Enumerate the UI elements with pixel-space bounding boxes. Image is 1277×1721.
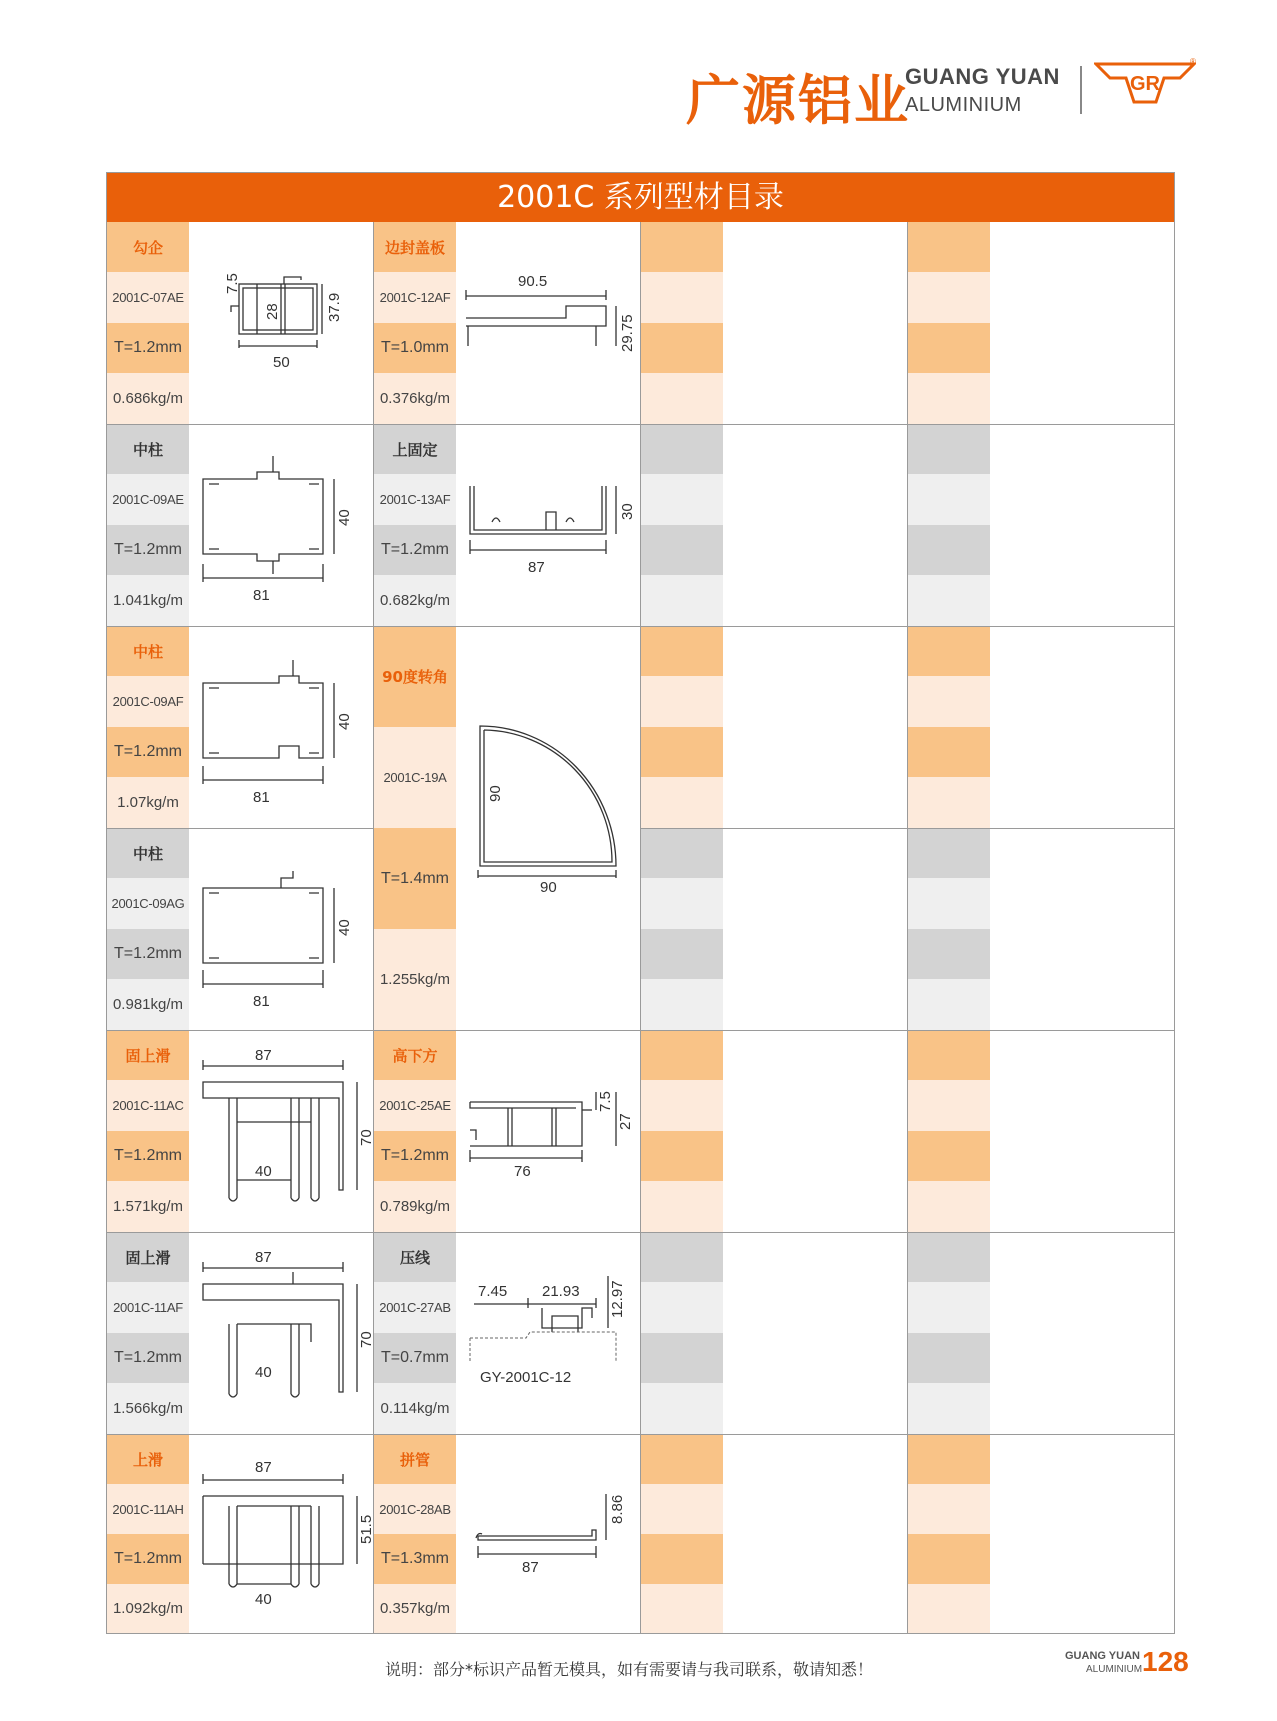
svg-text:90.5: 90.5 — [518, 273, 548, 290]
col1-row1-code: 2001C-07AE — [107, 272, 189, 323]
svg-text:70: 70 — [358, 1331, 375, 1348]
column-divider — [640, 222, 641, 1633]
svg-text:87: 87 — [255, 1249, 272, 1266]
profile-drawing-13af — [456, 424, 640, 626]
col1-row7-thickness: T=1.2mm — [107, 1534, 189, 1584]
col1-row7-code: 2001C-11AH — [107, 1484, 189, 1534]
col2-row5-code: 2001C-27AB — [374, 1282, 456, 1333]
svg-text:40: 40 — [255, 1591, 272, 1608]
col1-row5-thickness: T=1.2mm — [107, 1131, 189, 1181]
col1-row3-thickness: T=1.2mm — [107, 727, 189, 777]
col2-row6-name: 拼管 — [374, 1434, 456, 1484]
profile-drawing-11ac — [189, 1030, 373, 1232]
svg-text:87: 87 — [522, 1559, 539, 1576]
col1-row4-weight: 0.981kg/m — [107, 979, 189, 1030]
svg-text:87: 87 — [255, 1459, 272, 1476]
col1-row6-name: 固上滑 — [107, 1232, 189, 1282]
profile-drawing-09ag — [189, 828, 373, 1030]
profile-catalog-table — [106, 172, 1175, 1634]
col1-row5-name: 固上滑 — [107, 1030, 189, 1080]
footer-note: 说明：部分*标识产品暂无模具，如有需要请与我司联系，敬请知悉！ — [385, 1660, 874, 1679]
svg-text:50: 50 — [273, 354, 290, 371]
col1-row3-weight: 1.07kg/m — [107, 777, 189, 828]
svg-text:GR: GR — [1130, 73, 1160, 95]
col1-row1-thickness: T=1.2mm — [107, 323, 189, 373]
svg-text:40: 40 — [255, 1364, 272, 1381]
col1-row5-code: 2001C-11AC — [107, 1080, 189, 1131]
col1-row6-thickness: T=1.2mm — [107, 1333, 189, 1383]
svg-text:12.97: 12.97 — [609, 1280, 626, 1318]
brand-english-line1: GUANG YUAN — [905, 64, 1060, 89]
col2-row4-code: 2001C-25AE — [374, 1080, 456, 1131]
col2-row1-name: 边封盖板 — [374, 222, 456, 272]
svg-text:87: 87 — [255, 1047, 272, 1064]
col2-row2-thickness: T=1.2mm — [374, 525, 456, 575]
svg-text:81: 81 — [253, 993, 270, 1010]
profile-drawing-11ah — [189, 1434, 373, 1636]
col2-row1-weight: 0.376kg/m — [374, 373, 456, 424]
page-header — [0, 0, 1277, 140]
col2-row5-name: 压线 — [374, 1232, 456, 1282]
col1-row4-name: 中柱 — [107, 828, 189, 878]
col2-row4-name: 高下方 — [374, 1030, 456, 1080]
profile-drawing-09ae — [189, 424, 373, 626]
svg-text:40: 40 — [336, 713, 353, 730]
svg-text:®: ® — [1190, 58, 1196, 66]
row-divider — [640, 828, 1174, 829]
col2-row5-thickness: T=0.7mm — [374, 1333, 456, 1383]
svg-text:8.86: 8.86 — [609, 1494, 626, 1524]
col2-row6-code: 2001C-28AB — [374, 1484, 456, 1534]
profile-drawing-28ab — [456, 1434, 640, 1636]
footer-brand-line1: GUANG YUAN — [1065, 1650, 1140, 1662]
col2-row3-thickness: T=1.4mm — [374, 828, 456, 929]
col1-row2-code: 2001C-09AE — [107, 474, 189, 525]
profile-drawing-19a — [456, 626, 640, 1030]
svg-text:7.45: 7.45 — [478, 1283, 508, 1300]
svg-text:27: 27 — [617, 1113, 634, 1130]
svg-text:37.9: 37.9 — [326, 292, 343, 322]
footer-brand-line2: ALUMINIUM — [1086, 1664, 1143, 1675]
svg-text:70: 70 — [358, 1129, 375, 1146]
col1-row7-name: 上滑 — [107, 1434, 189, 1484]
col1-row6-code: 2001C-11AF — [107, 1282, 189, 1333]
col2-row3-weight: 1.255kg/m — [374, 929, 456, 1030]
brand-english-line2: ALUMINIUM — [905, 94, 1022, 116]
brand-chinese-name: 广源铝业 — [686, 69, 910, 132]
svg-text:28: 28 — [264, 303, 281, 320]
svg-text:81: 81 — [253, 789, 270, 806]
column-divider — [907, 222, 908, 1633]
col1-row1-name: 勾企 — [107, 222, 189, 272]
col2-row1-thickness: T=1.0mm — [374, 323, 456, 373]
col2-row3-code: 2001C-19A — [374, 727, 456, 828]
gy-logo-icon — [1094, 58, 1196, 108]
col2-row2-code: 2001C-13AF — [374, 474, 456, 525]
col1-row4-thickness: T=1.2mm — [107, 929, 189, 979]
svg-text:7.5: 7.5 — [224, 273, 241, 294]
col1-row5-weight: 1.571kg/m — [107, 1181, 189, 1232]
svg-text:90: 90 — [540, 879, 557, 896]
col2-row2-name: 上固定 — [374, 424, 456, 474]
svg-text:GY-2001C-12: GY-2001C-12 — [480, 1369, 572, 1386]
col1-row7-weight: 1.092kg/m — [107, 1584, 189, 1633]
col1-row6-weight: 1.566kg/m — [107, 1383, 189, 1434]
col2-row4-thickness: T=1.2mm — [374, 1131, 456, 1181]
col1-row2-name: 中柱 — [107, 424, 189, 474]
brand-separator — [1080, 66, 1082, 114]
col1-row3-name: 中柱 — [107, 626, 189, 676]
col1-row3-code: 2001C-09AF — [107, 676, 189, 727]
svg-text:29.75: 29.75 — [619, 314, 636, 352]
col1-row2-thickness: T=1.2mm — [107, 525, 189, 575]
svg-text:40: 40 — [336, 919, 353, 936]
page-number: 128 — [1142, 1646, 1189, 1677]
svg-text:81: 81 — [253, 587, 270, 604]
catalog-title: 2001C 系列型材目录 — [107, 173, 1174, 222]
profile-drawing-11af — [189, 1232, 373, 1434]
svg-text:76: 76 — [514, 1163, 531, 1180]
profile-drawing-25ae — [456, 1030, 640, 1232]
col2-row3-name: 90度转角 — [374, 626, 456, 727]
col2-row5-weight: 0.114kg/m — [374, 1383, 456, 1434]
profile-drawing-12af — [456, 222, 640, 424]
col2-row6-weight: 0.357kg/m — [374, 1584, 456, 1633]
col1-row4-code: 2001C-09AG — [107, 878, 189, 929]
svg-text:40: 40 — [255, 1163, 272, 1180]
col2-row2-weight: 0.682kg/m — [374, 575, 456, 626]
col2-row6-thickness: T=1.3mm — [374, 1534, 456, 1584]
svg-text:90: 90 — [487, 785, 504, 802]
profile-drawing-07ae — [189, 222, 373, 424]
col1-row1-weight: 0.686kg/m — [107, 373, 189, 424]
svg-text:30: 30 — [619, 503, 636, 520]
profile-drawing-27ab — [456, 1232, 640, 1434]
svg-text:40: 40 — [336, 509, 353, 526]
svg-text:51.5: 51.5 — [358, 1514, 375, 1544]
column-divider — [373, 222, 374, 1633]
col1-row2-weight: 1.041kg/m — [107, 575, 189, 626]
svg-text:21.93: 21.93 — [542, 1283, 580, 1300]
col2-row4-weight: 0.789kg/m — [374, 1181, 456, 1232]
svg-text:87: 87 — [528, 559, 545, 576]
svg-text:7.5: 7.5 — [597, 1091, 614, 1112]
profile-drawing-09af — [189, 626, 373, 828]
col2-row1-code: 2001C-12AF — [374, 272, 456, 323]
